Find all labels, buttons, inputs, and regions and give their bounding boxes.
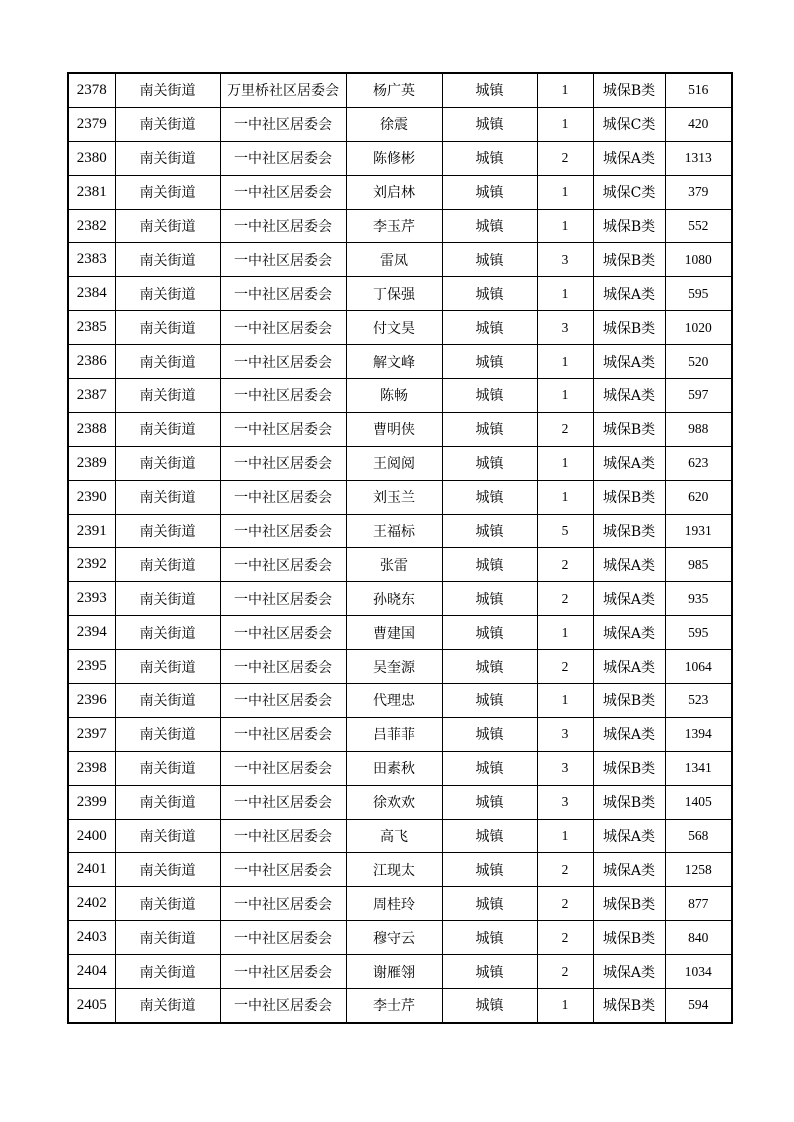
table-row — [68, 853, 732, 887]
name-cell: 王阅阅 — [346, 446, 442, 480]
family-size-cell: 2 — [537, 412, 593, 446]
amount-cell: 516 — [665, 73, 732, 107]
amount-cell: 1931 — [665, 514, 732, 548]
name-cell: 陈畅 — [346, 379, 442, 413]
committee-cell: 一中社区居委会 — [220, 412, 346, 446]
committee-cell: 一中社区居委会 — [220, 684, 346, 718]
street-cell: 南关街道 — [115, 311, 220, 345]
serial-number-cell: 2385 — [68, 311, 115, 345]
amount-cell: 1394 — [665, 717, 732, 751]
serial-number-cell: 2400 — [68, 819, 115, 853]
table-row — [68, 379, 732, 413]
street-cell: 南关街道 — [115, 887, 220, 921]
name-cell: 吕菲菲 — [346, 717, 442, 751]
category-cell: 城保A类 — [593, 650, 665, 684]
table-row — [68, 412, 732, 446]
committee-cell: 一中社区居委会 — [220, 751, 346, 785]
serial-number-cell: 2405 — [68, 989, 115, 1023]
category-cell: 城保B类 — [593, 989, 665, 1023]
household-type-cell: 城镇 — [442, 650, 537, 684]
category-cell: 城保B类 — [593, 887, 665, 921]
committee-cell: 一中社区居委会 — [220, 107, 346, 141]
category-cell: 城保A类 — [593, 955, 665, 989]
table-row — [68, 141, 732, 175]
table-row — [68, 582, 732, 616]
amount-cell: 520 — [665, 345, 732, 379]
table-row — [68, 548, 732, 582]
family-size-cell: 3 — [537, 243, 593, 277]
committee-cell: 一中社区居委会 — [220, 989, 346, 1023]
serial-number-cell: 2403 — [68, 921, 115, 955]
table-row — [68, 480, 732, 514]
amount-cell: 623 — [665, 446, 732, 480]
table-row — [68, 311, 732, 345]
category-cell: 城保B类 — [593, 785, 665, 819]
amount-cell: 568 — [665, 819, 732, 853]
household-type-cell: 城镇 — [442, 684, 537, 718]
table-row — [68, 616, 732, 650]
committee-cell: 一中社区居委会 — [220, 616, 346, 650]
name-cell: 付文昊 — [346, 311, 442, 345]
committee-cell: 一中社区居委会 — [220, 446, 346, 480]
household-type-cell: 城镇 — [442, 141, 537, 175]
committee-cell: 一中社区居委会 — [220, 379, 346, 413]
amount-cell: 1064 — [665, 650, 732, 684]
household-type-cell: 城镇 — [442, 717, 537, 751]
family-size-cell: 2 — [537, 921, 593, 955]
amount-cell: 595 — [665, 277, 732, 311]
street-cell: 南关街道 — [115, 548, 220, 582]
serial-number-cell: 2404 — [68, 955, 115, 989]
table-row — [68, 514, 732, 548]
family-size-cell: 1 — [537, 73, 593, 107]
family-size-cell: 2 — [537, 582, 593, 616]
name-cell: 周桂玲 — [346, 887, 442, 921]
name-cell: 谢雁翎 — [346, 955, 442, 989]
street-cell: 南关街道 — [115, 921, 220, 955]
street-cell: 南关街道 — [115, 514, 220, 548]
name-cell: 杨广英 — [346, 73, 442, 107]
table-body — [68, 73, 732, 1023]
serial-number-cell: 2401 — [68, 853, 115, 887]
street-cell: 南关街道 — [115, 277, 220, 311]
street-cell: 南关街道 — [115, 73, 220, 107]
amount-cell: 1405 — [665, 785, 732, 819]
assistance-roster-table — [67, 72, 733, 1024]
serial-number-cell: 2390 — [68, 480, 115, 514]
household-type-cell: 城镇 — [442, 887, 537, 921]
table-row — [68, 107, 732, 141]
amount-cell: 552 — [665, 209, 732, 243]
family-size-cell: 1 — [537, 446, 593, 480]
committee-cell: 一中社区居委会 — [220, 311, 346, 345]
serial-number-cell: 2384 — [68, 277, 115, 311]
family-size-cell: 1 — [537, 684, 593, 718]
category-cell: 城保A类 — [593, 717, 665, 751]
committee-cell: 一中社区居委会 — [220, 141, 346, 175]
serial-number-cell: 2382 — [68, 209, 115, 243]
committee-cell: 一中社区居委会 — [220, 887, 346, 921]
street-cell: 南关街道 — [115, 107, 220, 141]
street-cell: 南关街道 — [115, 616, 220, 650]
table-row — [68, 277, 732, 311]
amount-cell: 1080 — [665, 243, 732, 277]
table-row — [68, 175, 732, 209]
name-cell: 高飞 — [346, 819, 442, 853]
category-cell: 城保A类 — [593, 345, 665, 379]
name-cell: 刘玉兰 — [346, 480, 442, 514]
table-row — [68, 955, 732, 989]
family-size-cell: 2 — [537, 650, 593, 684]
category-cell: 城保A类 — [593, 141, 665, 175]
category-cell: 城保A类 — [593, 853, 665, 887]
category-cell: 城保B类 — [593, 412, 665, 446]
family-size-cell: 1 — [537, 345, 593, 379]
table-row — [68, 446, 732, 480]
street-cell: 南关街道 — [115, 751, 220, 785]
category-cell: 城保A类 — [593, 277, 665, 311]
name-cell: 解文峰 — [346, 345, 442, 379]
serial-number-cell: 2392 — [68, 548, 115, 582]
category-cell: 城保B类 — [593, 311, 665, 345]
category-cell: 城保B类 — [593, 921, 665, 955]
name-cell: 丁保强 — [346, 277, 442, 311]
household-type-cell: 城镇 — [442, 345, 537, 379]
committee-cell: 一中社区居委会 — [220, 819, 346, 853]
amount-cell: 985 — [665, 548, 732, 582]
street-cell: 南关街道 — [115, 446, 220, 480]
category-cell: 城保B类 — [593, 480, 665, 514]
category-cell: 城保A类 — [593, 446, 665, 480]
household-type-cell: 城镇 — [442, 989, 537, 1023]
name-cell: 江现太 — [346, 853, 442, 887]
name-cell: 陈修彬 — [346, 141, 442, 175]
table-row — [68, 73, 732, 107]
serial-number-cell: 2383 — [68, 243, 115, 277]
committee-cell: 一中社区居委会 — [220, 480, 346, 514]
committee-cell: 一中社区居委会 — [220, 717, 346, 751]
committee-cell: 一中社区居委会 — [220, 921, 346, 955]
household-type-cell: 城镇 — [442, 514, 537, 548]
street-cell: 南关街道 — [115, 379, 220, 413]
household-type-cell: 城镇 — [442, 616, 537, 650]
street-cell: 南关街道 — [115, 853, 220, 887]
household-type-cell: 城镇 — [442, 311, 537, 345]
table-row — [68, 209, 732, 243]
amount-cell: 595 — [665, 616, 732, 650]
amount-cell: 420 — [665, 107, 732, 141]
amount-cell: 840 — [665, 921, 732, 955]
serial-number-cell: 2399 — [68, 785, 115, 819]
category-cell: 城保B类 — [593, 73, 665, 107]
name-cell: 田素秋 — [346, 751, 442, 785]
serial-number-cell: 2391 — [68, 514, 115, 548]
family-size-cell: 2 — [537, 853, 593, 887]
household-type-cell: 城镇 — [442, 955, 537, 989]
committee-cell: 一中社区居委会 — [220, 209, 346, 243]
name-cell: 代理忠 — [346, 684, 442, 718]
table-row — [68, 684, 732, 718]
serial-number-cell: 2389 — [68, 446, 115, 480]
family-size-cell: 3 — [537, 751, 593, 785]
category-cell: 城保C类 — [593, 175, 665, 209]
family-size-cell: 1 — [537, 175, 593, 209]
street-cell: 南关街道 — [115, 345, 220, 379]
street-cell: 南关街道 — [115, 243, 220, 277]
family-size-cell: 3 — [537, 785, 593, 819]
amount-cell: 1258 — [665, 853, 732, 887]
serial-number-cell: 2387 — [68, 379, 115, 413]
table-row — [68, 921, 732, 955]
committee-cell: 一中社区居委会 — [220, 582, 346, 616]
table-row — [68, 989, 732, 1023]
name-cell: 张雷 — [346, 548, 442, 582]
category-cell: 城保A类 — [593, 548, 665, 582]
table-row — [68, 751, 732, 785]
family-size-cell: 2 — [537, 141, 593, 175]
street-cell: 南关街道 — [115, 209, 220, 243]
category-cell: 城保B类 — [593, 209, 665, 243]
household-type-cell: 城镇 — [442, 243, 537, 277]
street-cell: 南关街道 — [115, 785, 220, 819]
family-size-cell: 2 — [537, 887, 593, 921]
committee-cell: 一中社区居委会 — [220, 514, 346, 548]
serial-number-cell: 2398 — [68, 751, 115, 785]
committee-cell: 一中社区居委会 — [220, 955, 346, 989]
serial-number-cell: 2397 — [68, 717, 115, 751]
table-row — [68, 345, 732, 379]
name-cell: 李士芹 — [346, 989, 442, 1023]
household-type-cell: 城镇 — [442, 751, 537, 785]
amount-cell: 935 — [665, 582, 732, 616]
category-cell: 城保C类 — [593, 107, 665, 141]
committee-cell: 一中社区居委会 — [220, 785, 346, 819]
family-size-cell: 2 — [537, 955, 593, 989]
table-row — [68, 785, 732, 819]
serial-number-cell: 2394 — [68, 616, 115, 650]
category-cell: 城保A类 — [593, 582, 665, 616]
amount-cell: 523 — [665, 684, 732, 718]
serial-number-cell: 2381 — [68, 175, 115, 209]
household-type-cell: 城镇 — [442, 412, 537, 446]
name-cell: 王福标 — [346, 514, 442, 548]
family-size-cell: 3 — [537, 717, 593, 751]
household-type-cell: 城镇 — [442, 446, 537, 480]
serial-number-cell: 2380 — [68, 141, 115, 175]
family-size-cell: 1 — [537, 379, 593, 413]
family-size-cell: 1 — [537, 209, 593, 243]
household-type-cell: 城镇 — [442, 480, 537, 514]
household-type-cell: 城镇 — [442, 107, 537, 141]
serial-number-cell: 2393 — [68, 582, 115, 616]
committee-cell: 一中社区居委会 — [220, 277, 346, 311]
street-cell: 南关街道 — [115, 175, 220, 209]
family-size-cell: 2 — [537, 548, 593, 582]
amount-cell: 1341 — [665, 751, 732, 785]
category-cell: 城保B类 — [593, 514, 665, 548]
household-type-cell: 城镇 — [442, 548, 537, 582]
category-cell: 城保B类 — [593, 684, 665, 718]
household-type-cell: 城镇 — [442, 73, 537, 107]
household-type-cell: 城镇 — [442, 277, 537, 311]
household-type-cell: 城镇 — [442, 209, 537, 243]
family-size-cell: 5 — [537, 514, 593, 548]
committee-cell: 一中社区居委会 — [220, 345, 346, 379]
table-row — [68, 819, 732, 853]
family-size-cell: 1 — [537, 480, 593, 514]
family-size-cell: 3 — [537, 311, 593, 345]
table-row — [68, 887, 732, 921]
category-cell: 城保A类 — [593, 819, 665, 853]
street-cell: 南关街道 — [115, 684, 220, 718]
household-type-cell: 城镇 — [442, 853, 537, 887]
serial-number-cell: 2388 — [68, 412, 115, 446]
committee-cell: 一中社区居委会 — [220, 650, 346, 684]
amount-cell: 1313 — [665, 141, 732, 175]
committee-cell: 一中社区居委会 — [220, 548, 346, 582]
street-cell: 南关街道 — [115, 955, 220, 989]
table-row — [68, 243, 732, 277]
name-cell: 刘启林 — [346, 175, 442, 209]
family-size-cell: 1 — [537, 616, 593, 650]
street-cell: 南关街道 — [115, 650, 220, 684]
amount-cell: 620 — [665, 480, 732, 514]
name-cell: 徐欢欢 — [346, 785, 442, 819]
committee-cell: 万里桥社区居委会 — [220, 73, 346, 107]
serial-number-cell: 2395 — [68, 650, 115, 684]
street-cell: 南关街道 — [115, 480, 220, 514]
household-type-cell: 城镇 — [442, 582, 537, 616]
amount-cell: 877 — [665, 887, 732, 921]
family-size-cell: 1 — [537, 989, 593, 1023]
amount-cell: 988 — [665, 412, 732, 446]
street-cell: 南关街道 — [115, 141, 220, 175]
family-size-cell: 1 — [537, 819, 593, 853]
category-cell: 城保B类 — [593, 243, 665, 277]
amount-cell: 597 — [665, 379, 732, 413]
serial-number-cell: 2378 — [68, 73, 115, 107]
family-size-cell: 1 — [537, 107, 593, 141]
amount-cell: 594 — [665, 989, 732, 1023]
category-cell: 城保A类 — [593, 379, 665, 413]
street-cell: 南关街道 — [115, 412, 220, 446]
name-cell: 孙晓东 — [346, 582, 442, 616]
street-cell: 南关街道 — [115, 989, 220, 1023]
name-cell: 曹建国 — [346, 616, 442, 650]
street-cell: 南关街道 — [115, 819, 220, 853]
household-type-cell: 城镇 — [442, 921, 537, 955]
table-row — [68, 650, 732, 684]
serial-number-cell: 2402 — [68, 887, 115, 921]
name-cell: 曹明侠 — [346, 412, 442, 446]
household-type-cell: 城镇 — [442, 819, 537, 853]
household-type-cell: 城镇 — [442, 379, 537, 413]
category-cell: 城保B类 — [593, 751, 665, 785]
amount-cell: 1034 — [665, 955, 732, 989]
category-cell: 城保A类 — [593, 616, 665, 650]
serial-number-cell: 2386 — [68, 345, 115, 379]
table-row — [68, 717, 732, 751]
committee-cell: 一中社区居委会 — [220, 243, 346, 277]
committee-cell: 一中社区居委会 — [220, 853, 346, 887]
amount-cell: 1020 — [665, 311, 732, 345]
street-cell: 南关街道 — [115, 582, 220, 616]
amount-cell: 379 — [665, 175, 732, 209]
household-type-cell: 城镇 — [442, 785, 537, 819]
serial-number-cell: 2379 — [68, 107, 115, 141]
family-size-cell: 1 — [537, 277, 593, 311]
name-cell: 李玉芹 — [346, 209, 442, 243]
committee-cell: 一中社区居委会 — [220, 175, 346, 209]
street-cell: 南关街道 — [115, 717, 220, 751]
name-cell: 徐震 — [346, 107, 442, 141]
household-type-cell: 城镇 — [442, 175, 537, 209]
name-cell: 穆守云 — [346, 921, 442, 955]
name-cell: 吴奎源 — [346, 650, 442, 684]
serial-number-cell: 2396 — [68, 684, 115, 718]
name-cell: 雷凤 — [346, 243, 442, 277]
